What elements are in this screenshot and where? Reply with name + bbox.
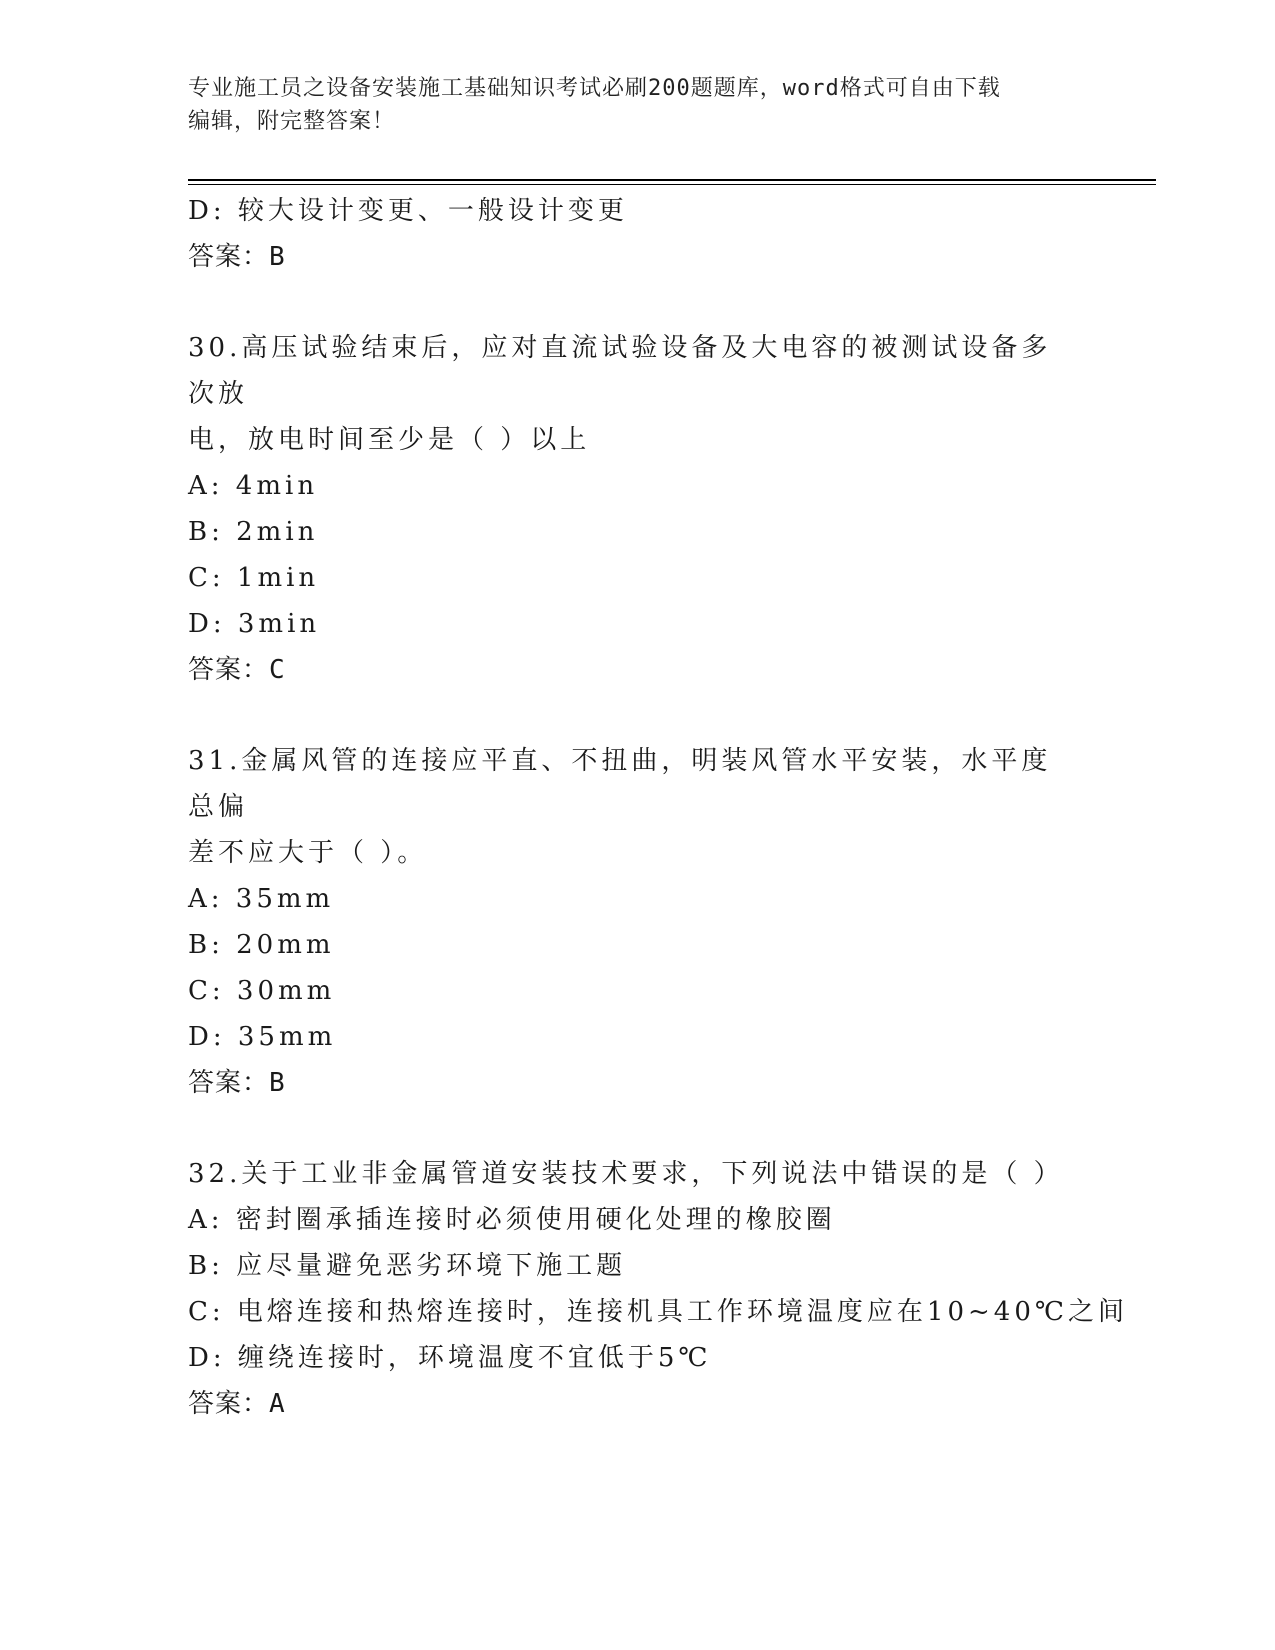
option-b: B: 2min [188,517,319,547]
question-32 [188,1151,1128,1427]
question-stem [188,1151,1068,1197]
stem-line: 电，放电时间至少是（ ）以上 [188,425,591,455]
option-a: A: 35mm [188,884,335,914]
question-content [188,188,1128,1427]
stem-line: 31.金属风管的连接应平直、不扭曲，明装风管水平安装，水平度总偏 [188,746,1052,822]
option-d: D: 35mm [188,1022,337,1052]
question-31 [188,738,1088,1106]
header-divider-thick [188,179,1156,181]
answer-line: 答案：A [188,1389,286,1419]
option-c: C: 电熔连接和热熔连接时，连接机具工作环境温度应在10~40℃之间 [188,1297,1128,1327]
option-d: D: 较大设计变更、一般设计变更 [188,196,628,226]
option-a: A: 密封圈承插连接时必须使用硬化处理的橡胶圈 [188,1205,836,1235]
option-a: A: 4min [188,471,319,501]
header-line-1: 专业施工员之设备安装施工基础知识考试必刷200题题库，word格式可自由下载 [188,76,1001,101]
option-b: B: 20mm [188,930,335,960]
option-c: C: 30mm [188,976,336,1006]
header-divider-thin [188,184,1156,185]
answer-line: 答案：C [188,655,286,685]
answer-line: 答案：B [188,1068,286,1098]
document-header [188,72,1088,138]
option-d: D: 3min [188,609,321,639]
stem-line: 32.关于工业非金属管道安装技术要求，下列说法中错误的是（ ） [188,1159,1064,1189]
option-b: B: 应尽量避免恶劣环境下施工题 [188,1251,627,1281]
question-stem [188,738,1068,876]
question-stem [188,325,1068,463]
question-30 [188,325,1088,693]
stem-line: 30.高压试验结束后，应对直流试验设备及大电容的被测试设备多次放 [188,333,1052,409]
answer-line: 答案：B [188,242,286,272]
option-d: D: 缠绕连接时，环境温度不宜低于5℃ [188,1343,712,1373]
previous-question-tail [188,188,1088,280]
stem-line: 差不应大于（ ）。 [188,838,428,868]
option-c: C: 1min [188,563,320,593]
header-line-2: 编辑，附完整答案！ [188,109,396,134]
